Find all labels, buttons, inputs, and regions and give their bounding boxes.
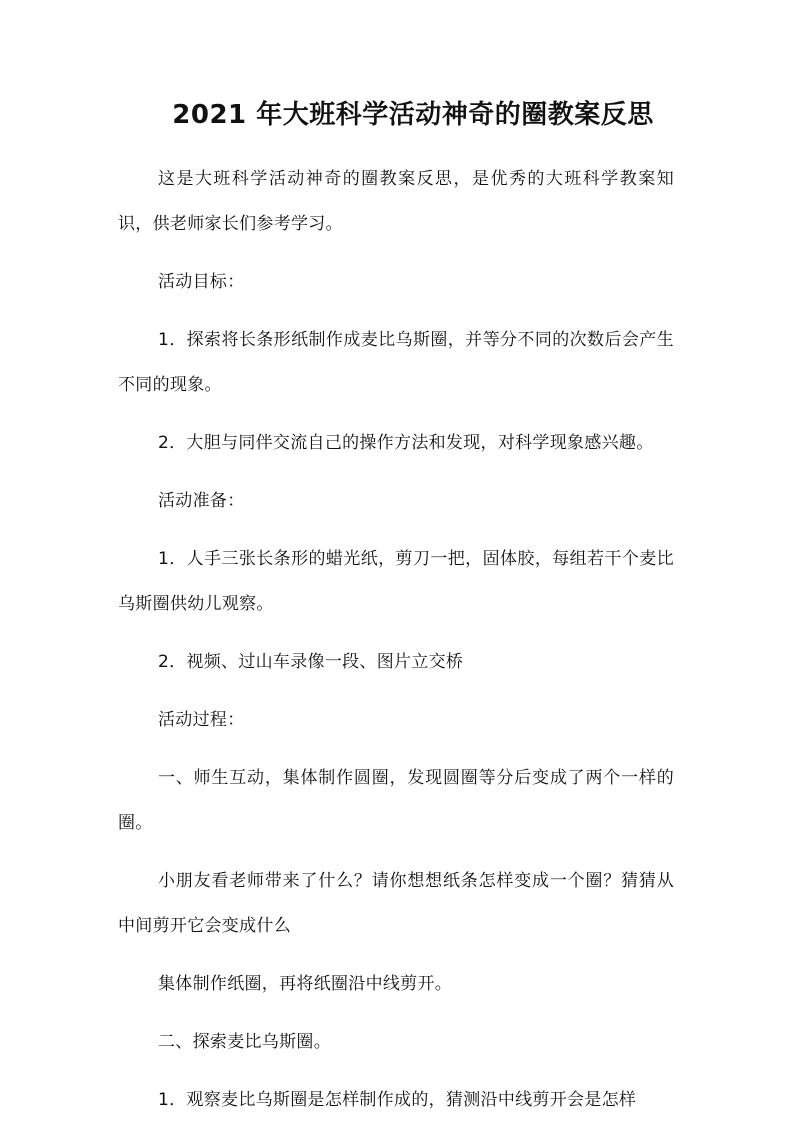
paragraph-preparation-1: 1．人手三张长条形的蜡光纸，剪刀一把，固体胶，每组若干个麦比乌斯圈供幼儿观察。: [118, 549, 674, 614]
paragraph-process-question: 小朋友看老师带来了什么？请你想想纸条怎样变成一个圈？猜猜从中间剪开它会变成什么: [118, 871, 674, 936]
paragraph-explore-1: 1．观察麦比乌斯圈是怎样制作成的，猜测沿中线剪开会是怎样: [158, 1090, 637, 1110]
paragraph-goal-1: 1．探索将长条形纸制作成麦比乌斯圈，并等分不同的次数后会产生不同的现象。: [118, 330, 674, 395]
paragraph-preparation-2: 2．视频、过山车录像一段、图片立交桥: [158, 652, 464, 672]
heading-explore-mobius: 二、探索麦比乌斯圈。: [158, 1032, 331, 1052]
document-title: 2021 年大班科学活动神奇的圈教案反思: [172, 100, 654, 130]
paragraph-intro: 这是大班科学活动神奇的圈教案反思，是优秀的大班科学教案知识，供老师家长们参考学习。: [118, 169, 674, 234]
heading-activity-preparation: 活动准备：: [158, 491, 245, 511]
paragraph-goal-2: 2．大胆与同伴交流自己的操作方法和发现，对科学现象感兴趣。: [158, 433, 654, 453]
paragraph-process-step-1: 一、师生互动，集体制作圆圈，发现圆圈等分后变成了两个一样的圈。: [118, 768, 674, 833]
heading-activity-process: 活动过程：: [158, 710, 245, 730]
paragraph-process-make-ring: 集体制作纸圈，再将纸圈沿中线剪开。: [158, 974, 453, 994]
heading-activity-goals: 活动目标：: [158, 272, 245, 292]
document-body: [118, 157, 674, 1123]
